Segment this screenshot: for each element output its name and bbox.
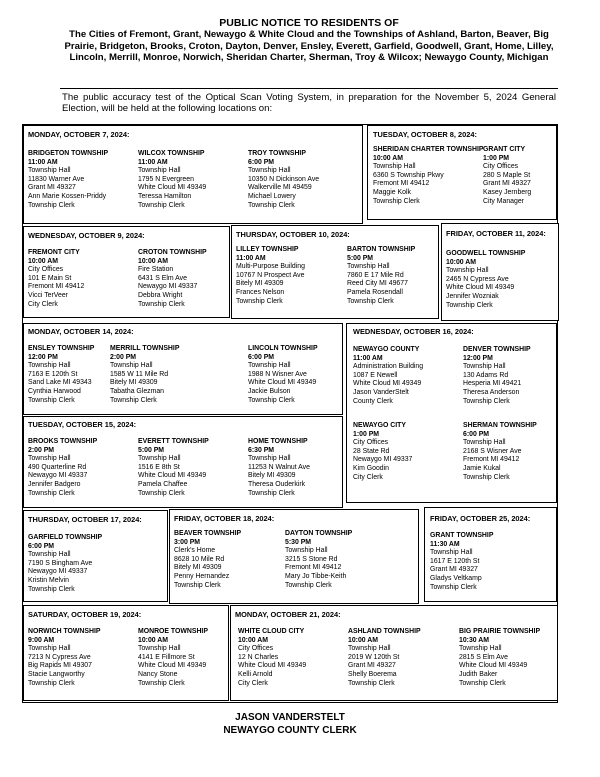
location-detail: Fremont MI 49412 bbox=[373, 180, 430, 188]
location-detail: 3215 S Stone Rd bbox=[285, 555, 338, 563]
location-detail: Gladys Veltkamp bbox=[430, 574, 482, 582]
location-detail: Township Clerk bbox=[138, 201, 185, 209]
location-name: GOODWELL TOWNSHIP bbox=[446, 250, 526, 257]
location-detail: Township Hall bbox=[28, 167, 71, 175]
location-detail: Bitely MI 49309 bbox=[174, 564, 222, 572]
location-detail: 1617 E 120th St bbox=[430, 557, 480, 565]
location-norwich bbox=[28, 628, 100, 688]
notice-title: PUBLIC NOTICE TO RESIDENTS OF bbox=[219, 17, 399, 29]
location-detail: White Cloud MI 49349 bbox=[248, 379, 317, 387]
location-detail: 4141 E Fillmore St bbox=[138, 653, 195, 661]
day-box-oct10 bbox=[231, 225, 439, 319]
location-detail: City Offices bbox=[353, 439, 389, 447]
location-detail: White Cloud MI 49349 bbox=[238, 662, 307, 670]
location-detail: 130 Adams Rd bbox=[463, 371, 509, 379]
location-monroe bbox=[138, 628, 208, 688]
location-bridgeton bbox=[28, 150, 108, 210]
day-box-oct18 bbox=[169, 509, 419, 604]
location-detail: Big Rapids MI 49307 bbox=[28, 662, 92, 670]
day-heading: MONDAY, OCTOBER 7, 2024: bbox=[28, 130, 130, 139]
day-heading: FRIDAY, OCTOBER 18, 2024: bbox=[174, 514, 275, 523]
location-brooks bbox=[28, 438, 97, 498]
location-detail: Bitely MI 49309 bbox=[248, 472, 296, 480]
location-garfield bbox=[28, 534, 102, 594]
location-time: 2:00 PM bbox=[110, 353, 137, 361]
location-detail: Fremont MI 49412 bbox=[463, 456, 520, 464]
location-grant-twp bbox=[430, 532, 493, 592]
location-ashland bbox=[348, 628, 421, 688]
location-detail: Grant MI 49327 bbox=[28, 184, 76, 192]
location-time: 11:00 AM bbox=[28, 158, 58, 166]
location-detail: 1087 E Newell bbox=[353, 371, 398, 379]
location-detail: 2815 S Elm Ave bbox=[459, 653, 508, 661]
location-detail: 490 Quarterline Rd bbox=[28, 463, 87, 471]
location-name: TROY TOWNSHIP bbox=[248, 150, 306, 157]
location-time: 1:00 PM bbox=[353, 430, 380, 438]
location-detail: Frances Nelson bbox=[236, 288, 285, 296]
location-time: 11:00 AM bbox=[236, 254, 266, 262]
day-box-oct16 bbox=[346, 323, 557, 503]
location-detail: Grant MI 49327 bbox=[483, 180, 531, 188]
location-detail: Township Hall bbox=[446, 267, 489, 275]
location-detail: 2465 N Cypress Ave bbox=[446, 275, 509, 283]
notice-subtitle: The Cities of Fremont, Grant, Newaygo & White Cloud and the Townships of Ashland, Barton, Beaver, Big Prairie, Bridgeton, Brooks, Croton, Dayton, Denver, Ensley, Everett, Garfield, Goodwell, Grant, Home, Lilley, Lincoln, Merrill, Monroe, Norwich, Sheridan Charter, Sherman, Troy & Wilcox; Newaygo County, Michigan bbox=[64, 29, 554, 63]
location-time: 5:00 PM bbox=[347, 254, 374, 262]
location-time: 2:00 PM bbox=[28, 446, 55, 454]
location-detail: 11830 Warner Ave bbox=[28, 175, 85, 183]
location-detail: Township Clerk bbox=[373, 197, 420, 205]
location-detail: Township Hall bbox=[138, 167, 181, 175]
location-detail: Township Hall bbox=[138, 455, 181, 463]
location-detail: Township Clerk bbox=[138, 300, 185, 308]
location-time: 6:30 PM bbox=[248, 446, 275, 454]
location-name: CROTON TOWNSHIP bbox=[138, 249, 207, 256]
location-detail: Township Clerk bbox=[348, 679, 395, 687]
day-box-oct15 bbox=[23, 416, 343, 508]
location-name: MONROE TOWNSHIP bbox=[138, 628, 208, 635]
location-detail: Township Clerk bbox=[28, 585, 75, 593]
location-detail: 8628 10 Mile Rd bbox=[174, 555, 225, 563]
location-denver bbox=[463, 346, 531, 406]
location-detail: Fremont MI 49412 bbox=[285, 564, 342, 572]
location-detail: City Clerk bbox=[353, 473, 383, 481]
location-detail: Township Hall bbox=[28, 551, 71, 559]
location-detail: Vicci TerVeer bbox=[28, 291, 68, 299]
location-time: 10:00 AM bbox=[446, 258, 476, 266]
location-detail: Township Hall bbox=[459, 645, 502, 653]
location-time: 6:00 PM bbox=[248, 353, 275, 361]
location-detail: Nancy Stone bbox=[138, 670, 178, 678]
location-detail: White Cloud MI 49349 bbox=[459, 662, 528, 670]
location-detail: Hesperia MI 49421 bbox=[463, 380, 522, 388]
location-detail: Township Clerk bbox=[430, 583, 477, 591]
location-big-prairie bbox=[459, 628, 540, 688]
day-heading: FRIDAY, OCTOBER 11, 2024: bbox=[446, 229, 546, 238]
location-detail: Township Hall bbox=[347, 263, 390, 271]
location-detail: City Manager bbox=[483, 197, 524, 205]
location-name: GRANT TOWNSHIP bbox=[430, 532, 494, 539]
location-detail: White Cloud MI 49349 bbox=[446, 284, 515, 292]
location-detail: 2168 S Wisner Ave bbox=[463, 447, 522, 455]
location-time: 10:00 AM bbox=[238, 636, 268, 644]
location-detail: County Clerk bbox=[353, 397, 393, 405]
location-detail: Clerk's Home bbox=[174, 547, 216, 555]
location-detail: Township Hall bbox=[430, 549, 473, 557]
location-detail: Jennifer Badgero bbox=[28, 480, 81, 488]
location-detail: Township Clerk bbox=[110, 396, 157, 404]
location-time: 6:00 PM bbox=[28, 542, 55, 550]
day-heading: TUESDAY, OCTOBER 8, 2024: bbox=[373, 130, 477, 139]
location-detail: 1795 N Evergreen bbox=[138, 175, 194, 183]
location-detail: Bitely MI 49309 bbox=[110, 379, 158, 387]
location-time: 3:00 PM bbox=[174, 538, 201, 546]
location-detail: White Cloud MI 49349 bbox=[138, 184, 207, 192]
header-divider bbox=[60, 88, 558, 89]
location-detail: 6360 S Township Pkwy bbox=[373, 171, 444, 179]
location-detail: 12 N Charles bbox=[238, 653, 279, 661]
location-sheridan bbox=[373, 146, 484, 206]
location-name: SHERIDAN CHARTER TOWNSHIP bbox=[373, 146, 484, 153]
location-detail: Administration Building bbox=[353, 363, 424, 371]
day-heading: THURSDAY, OCTOBER 17, 2024: bbox=[28, 515, 142, 524]
location-detail: Ann Marie Kossen-Priddy bbox=[28, 192, 107, 200]
location-name: WILCOX TOWNSHIP bbox=[138, 150, 205, 157]
location-time: 11:00 AM bbox=[353, 354, 383, 362]
location-detail: Township Hall bbox=[28, 362, 71, 370]
location-detail: Cynthia Harwood bbox=[28, 387, 81, 395]
location-detail: Reed City MI 49677 bbox=[347, 280, 408, 288]
location-detail: 7163 E 120th St bbox=[28, 370, 78, 378]
location-detail: Penny Hernandez bbox=[174, 572, 230, 580]
location-time: 10:00 AM bbox=[28, 257, 58, 265]
location-detail: Shelly Boerema bbox=[348, 670, 397, 678]
day-heading: SATURDAY, OCTOBER 19, 2024: bbox=[28, 610, 142, 619]
location-detail: 1585 W 11 Mile Rd bbox=[110, 370, 169, 378]
day-heading: MONDAY, OCTOBER 14, 2024: bbox=[28, 327, 134, 336]
location-detail: Theresa Ouderkirk bbox=[248, 480, 306, 488]
location-detail: Township Clerk bbox=[446, 301, 493, 309]
location-detail: Township Clerk bbox=[285, 581, 332, 589]
location-white-cloud-city bbox=[238, 628, 306, 688]
location-detail: Township Hall bbox=[28, 645, 71, 653]
location-detail: 28 State Rd bbox=[353, 447, 390, 455]
location-time: 11:30 AM bbox=[430, 540, 460, 548]
location-detail: City Offices bbox=[238, 645, 274, 653]
location-name: BRIDGETON TOWNSHIP bbox=[28, 150, 109, 157]
location-detail: Township Clerk bbox=[28, 396, 75, 404]
location-detail: 10767 N Prospect Ave bbox=[236, 271, 305, 279]
location-beaver bbox=[174, 530, 241, 590]
location-time: 5:00 PM bbox=[138, 446, 165, 454]
location-detail: 280 S Maple St bbox=[483, 171, 531, 179]
location-name: HOME TOWNSHIP bbox=[248, 438, 308, 445]
location-name: BARTON TOWNSHIP bbox=[347, 246, 416, 253]
location-name: BROOKS TOWNSHIP bbox=[28, 438, 98, 445]
location-detail: Township Clerk bbox=[236, 297, 283, 305]
day-heading: THURSDAY, OCTOBER 10, 2024: bbox=[236, 230, 350, 239]
location-detail: Kasey Jernberg bbox=[483, 188, 532, 196]
location-merrill bbox=[110, 345, 179, 405]
location-detail: 101 E Main St bbox=[28, 274, 72, 282]
day-box-oct19 bbox=[23, 605, 229, 701]
location-name: NEWAYGO CITY bbox=[353, 422, 406, 429]
location-name: BIG PRAIRIE TOWNSHIP bbox=[459, 628, 541, 635]
location-detail: 6431 S Elm Ave bbox=[138, 274, 187, 282]
location-time: 12:00 PM bbox=[463, 354, 493, 362]
location-detail: Township Clerk bbox=[248, 396, 295, 404]
location-detail: Township Hall bbox=[28, 455, 71, 463]
location-detail: Kristin Melvin bbox=[28, 576, 69, 584]
location-detail: Township Clerk bbox=[347, 297, 394, 305]
location-detail: Township Hall bbox=[248, 362, 291, 370]
location-detail: 1988 N Wisner Ave bbox=[248, 370, 307, 378]
location-detail: Fremont MI 49412 bbox=[28, 283, 85, 291]
day-heading: TUESDAY, OCTOBER 15, 2024: bbox=[28, 420, 137, 429]
location-ensley bbox=[28, 345, 94, 405]
location-detail: Township Clerk bbox=[28, 679, 75, 687]
location-newaygo-county bbox=[353, 346, 423, 406]
location-name: MERRILL TOWNSHIP bbox=[110, 345, 180, 352]
location-detail: Township Clerk bbox=[463, 473, 510, 481]
location-detail: Newaygo MI 49337 bbox=[28, 568, 88, 576]
location-detail: 10350 N Dickinson Ave bbox=[248, 175, 320, 183]
location-detail: 2019 W 120th St bbox=[348, 653, 400, 661]
location-detail: 11253 N Walnut Ave bbox=[248, 463, 310, 471]
location-time: 10:00 AM bbox=[348, 636, 378, 644]
location-grant-city bbox=[483, 146, 531, 206]
location-detail: Newaygo MI 49337 bbox=[28, 472, 88, 480]
notice-intro: The public accuracy test of the Optical Scan Voting System, in preparation for the November 5, 2024 General Election, will be held at the following locations on: bbox=[62, 92, 556, 114]
day-box-oct25 bbox=[424, 507, 557, 602]
location-time: 9:00 AM bbox=[28, 636, 55, 644]
clerk-title: NEWAYGO COUNTY CLERK bbox=[223, 725, 357, 736]
location-name: DAYTON TOWNSHIP bbox=[285, 530, 353, 537]
location-name: LILLEY TOWNSHIP bbox=[236, 246, 299, 253]
location-detail: Bitely MI 49309 bbox=[236, 280, 284, 288]
location-detail: City Offices bbox=[28, 266, 64, 274]
location-detail: Fire Station bbox=[138, 266, 174, 274]
location-detail: 7213 N Cypress Ave bbox=[28, 653, 91, 661]
location-croton bbox=[138, 249, 207, 309]
location-troy bbox=[248, 150, 319, 210]
location-name: WHITE CLOUD CITY bbox=[238, 628, 305, 635]
location-name: DENVER TOWNSHIP bbox=[463, 346, 531, 353]
location-dayton bbox=[285, 530, 352, 590]
location-detail: Township Hall bbox=[373, 163, 416, 171]
location-detail: Michael Lowery bbox=[248, 192, 296, 200]
day-box-oct17 bbox=[23, 510, 168, 602]
location-detail: Kim Goodin bbox=[353, 464, 390, 472]
day-box-oct8 bbox=[367, 125, 557, 220]
location-detail: Township Clerk bbox=[174, 581, 221, 589]
clerk-name: JASON VANDERSTELT bbox=[235, 712, 345, 723]
location-detail: 1516 E 8th St bbox=[138, 463, 180, 471]
day-box-oct21 bbox=[230, 605, 558, 701]
notice-footer bbox=[22, 711, 558, 737]
location-detail: Township Hall bbox=[463, 363, 506, 371]
day-heading: FRIDAY, OCTOBER 25, 2024: bbox=[430, 514, 531, 523]
location-time: 6:00 PM bbox=[463, 430, 490, 438]
location-detail: Township Clerk bbox=[138, 489, 185, 497]
location-detail: Township Hall bbox=[110, 362, 153, 370]
location-name: SHERMAN TOWNSHIP bbox=[463, 422, 537, 429]
day-heading: WEDNESDAY, OCTOBER 9, 2024: bbox=[28, 231, 145, 240]
location-detail: Township Clerk bbox=[28, 201, 75, 209]
day-box-oct9 bbox=[23, 226, 230, 318]
day-box-oct11 bbox=[441, 223, 559, 321]
location-time: 10:00 AM bbox=[373, 154, 403, 162]
location-goodwell bbox=[446, 250, 525, 310]
location-detail: 7860 E 17 Mile Rd bbox=[347, 271, 404, 279]
location-detail: White Cloud MI 49349 bbox=[138, 472, 207, 480]
location-detail: Township Hall bbox=[138, 645, 181, 653]
notice-header bbox=[60, 17, 558, 64]
location-detail: City Clerk bbox=[238, 679, 268, 687]
day-box-oct7 bbox=[23, 125, 363, 224]
location-detail: Township Hall bbox=[348, 645, 391, 653]
location-detail: Tabatha Glezman bbox=[110, 387, 165, 395]
location-detail: 7190 S Bingham Ave bbox=[28, 559, 93, 567]
location-barton bbox=[347, 246, 415, 306]
location-detail: Township Clerk bbox=[138, 679, 185, 687]
location-detail: Walkerville MI 49459 bbox=[248, 184, 312, 192]
location-detail: Pamela Chaffee bbox=[138, 480, 188, 488]
location-detail: Newaygo MI 49337 bbox=[353, 456, 413, 464]
location-time: 5:30 PM bbox=[285, 538, 312, 546]
location-detail: Township Hall bbox=[248, 455, 291, 463]
location-lilley bbox=[236, 246, 305, 306]
location-time: 10:30 AM bbox=[459, 636, 489, 644]
location-detail: Theresa Anderson bbox=[463, 388, 520, 396]
location-detail: Township Clerk bbox=[28, 489, 75, 497]
location-detail: Township Clerk bbox=[248, 489, 295, 497]
location-time: 1:00 PM bbox=[483, 154, 510, 162]
location-name: LINCOLN TOWNSHIP bbox=[248, 345, 318, 352]
location-detail: White Cloud MI 49349 bbox=[138, 662, 207, 670]
location-detail: White Cloud MI 49349 bbox=[353, 380, 422, 388]
day-box-oct14 bbox=[23, 323, 343, 415]
location-wilcox bbox=[138, 150, 206, 210]
location-detail: Jennifer Wozniak bbox=[446, 292, 499, 300]
location-detail: Mary Jo Tibbe-Keith bbox=[285, 572, 347, 580]
location-detail: Teressa Hamilton bbox=[138, 192, 192, 200]
location-detail: Judith Baker bbox=[459, 670, 498, 678]
day-heading: MONDAY, OCTOBER 21, 2024: bbox=[235, 610, 341, 619]
location-newaygo-city bbox=[353, 422, 412, 482]
location-detail: Pamela Rosendall bbox=[347, 288, 403, 296]
location-detail: Township Clerk bbox=[248, 201, 295, 209]
location-detail: City Clerk bbox=[28, 300, 58, 308]
schedule-frame bbox=[22, 124, 558, 703]
location-name: GRANT CITY bbox=[483, 146, 526, 153]
location-home bbox=[248, 438, 310, 498]
location-everett bbox=[138, 438, 209, 498]
location-time: 10:00 AM bbox=[138, 257, 168, 265]
location-detail: City Offices bbox=[483, 163, 519, 171]
location-detail: Township Hall bbox=[463, 439, 506, 447]
location-time: 10:00 AM bbox=[138, 636, 168, 644]
location-detail: Township Clerk bbox=[459, 679, 506, 687]
location-detail: Township Hall bbox=[248, 167, 291, 175]
location-name: NEWAYGO COUNTY bbox=[353, 346, 420, 353]
location-detail: Jamie Kukal bbox=[463, 464, 501, 472]
location-detail: Grant MI 49327 bbox=[348, 662, 396, 670]
location-detail: Newaygo MI 49337 bbox=[138, 283, 198, 291]
location-detail: Multi-Purpose Building bbox=[236, 263, 305, 271]
location-time: 11:00 AM bbox=[138, 158, 168, 166]
location-detail: Maggie Kolk bbox=[373, 188, 411, 196]
location-name: NORWICH TOWNSHIP bbox=[28, 628, 101, 635]
location-detail: Sand Lake MI 49343 bbox=[28, 379, 92, 387]
location-detail: Jackie Bulson bbox=[248, 387, 291, 395]
location-detail: Jason VanderStelt bbox=[353, 388, 409, 396]
location-time: 12:00 PM bbox=[28, 353, 58, 361]
location-fremont-city bbox=[28, 249, 84, 309]
location-time: 6:00 PM bbox=[248, 158, 275, 166]
location-name: FREMONT CITY bbox=[28, 249, 80, 256]
location-detail: Debbra Wright bbox=[138, 291, 183, 299]
location-detail: Township Hall bbox=[285, 547, 328, 555]
location-name: ASHLAND TOWNSHIP bbox=[348, 628, 421, 635]
location-name: ENSLEY TOWNSHIP bbox=[28, 345, 95, 352]
day-heading: WEDNESDAY, OCTOBER 16, 2024: bbox=[353, 327, 474, 336]
location-detail: Township Clerk bbox=[463, 397, 510, 405]
location-detail: Kelli Arnold bbox=[238, 670, 273, 678]
location-detail: Stacie Langworthy bbox=[28, 670, 85, 678]
location-name: BEAVER TOWNSHIP bbox=[174, 530, 242, 537]
location-sherman bbox=[463, 422, 537, 482]
location-detail: Grant MI 49327 bbox=[430, 566, 478, 574]
location-lincoln bbox=[248, 345, 318, 405]
location-name: EVERETT TOWNSHIP bbox=[138, 438, 209, 445]
location-name: GARFIELD TOWNSHIP bbox=[28, 534, 103, 541]
